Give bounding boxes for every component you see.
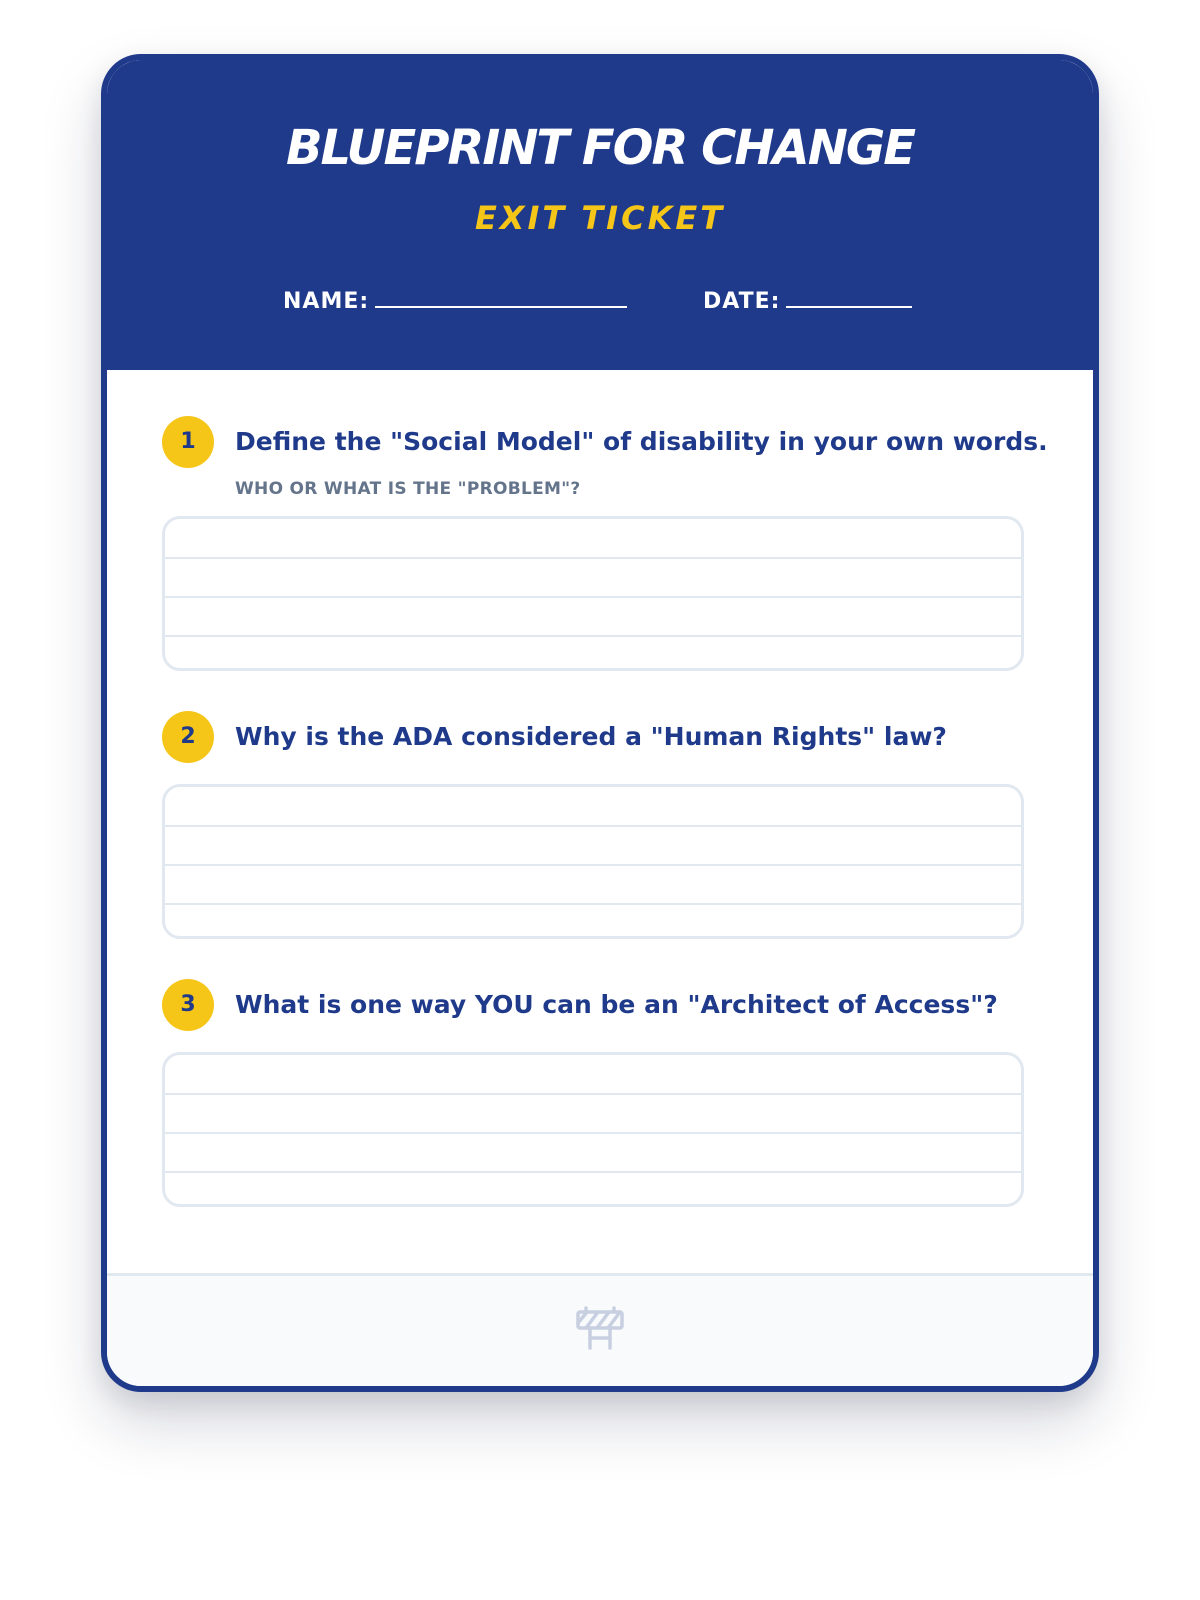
writing-line (165, 864, 1021, 866)
exit-ticket-card (101, 54, 1099, 1392)
ticket-title: BLUEPRINT FOR CHANGE (285, 120, 915, 176)
date-label: DATE: (703, 289, 781, 314)
question-text: Why is the ADA considered a "Human Rights" law? (235, 722, 947, 751)
question-1 (162, 416, 1048, 676)
answer-box-3[interactable] (162, 1052, 1024, 1207)
writing-line (165, 825, 1021, 827)
writing-line (165, 1171, 1021, 1173)
question-text: Define the "Social Model" of disability in your own words. (235, 427, 1048, 456)
writing-line (165, 635, 1021, 637)
question-hint: WHO OR WHAT IS THE "PROBLEM"? (235, 479, 581, 499)
writing-line (165, 1132, 1021, 1134)
answer-box-2[interactable] (162, 784, 1024, 939)
writing-line (165, 557, 1021, 559)
writing-line (165, 903, 1021, 905)
date-field[interactable] (703, 286, 912, 316)
barrier-icon (574, 1306, 626, 1352)
date-line (786, 286, 912, 308)
question-text: What is one way YOU can be an "Architect of Access"? (235, 990, 998, 1019)
answer-box-1[interactable] (162, 516, 1024, 671)
question-3 (162, 979, 1022, 1219)
name-label: NAME: (283, 289, 370, 314)
question-number-badge: 1 (162, 416, 214, 468)
writing-line (165, 596, 1021, 598)
name-line (375, 286, 627, 308)
question-2 (162, 711, 1022, 951)
question-number-badge: 2 (162, 711, 214, 763)
name-field[interactable] (283, 286, 627, 316)
ticket-footer (107, 1273, 1093, 1386)
question-number-badge: 3 (162, 979, 214, 1031)
ticket-subtitle: EXIT TICKET (474, 199, 726, 237)
writing-line (165, 1093, 1021, 1095)
ticket-header (107, 60, 1093, 370)
